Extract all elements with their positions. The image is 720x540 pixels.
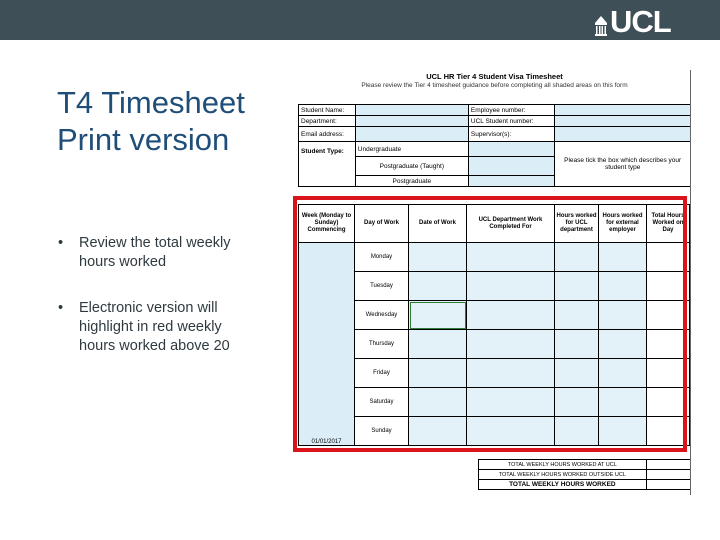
column-header: Week (Monday to Sunday) Commencing: [299, 205, 355, 243]
day-cell: Saturday: [355, 388, 409, 417]
bullet-text: Review the total weekly hours worked: [79, 235, 231, 270]
external-hours-cell[interactable]: [599, 243, 647, 272]
total-outside-label: TOTAL WEEKLY HOURS WORKED OUTSIDE UCL: [479, 470, 647, 480]
day-cell: Tuesday: [355, 272, 409, 301]
total-weekly-label: TOTAL WEEKLY HOURS WORKED: [479, 480, 647, 490]
email-field[interactable]: [355, 127, 468, 142]
portico-icon: [594, 14, 608, 38]
student-type-option: Postgraduate (Taught): [355, 157, 468, 176]
hours-table: [298, 204, 690, 446]
student-name-label: Student Name:: [299, 105, 356, 116]
total-ucl-value: [646, 460, 690, 470]
student-type-checkbox[interactable]: [468, 142, 554, 157]
day-cell: Wednesday: [355, 301, 409, 330]
total-hours-cell: [647, 301, 690, 330]
employee-number-label: Employee number:: [468, 105, 554, 116]
total-hours-cell: [647, 243, 690, 272]
date-cell[interactable]: [409, 359, 467, 388]
totals-row: [479, 480, 691, 490]
total-ucl-label: TOTAL WEEKLY HOURS WORKED AT UCL: [479, 460, 647, 470]
sheet-edge-line: [690, 70, 691, 495]
department-cell[interactable]: [467, 243, 555, 272]
email-label: Email address:: [299, 127, 356, 142]
weekly-totals-table: [478, 459, 691, 490]
column-header: Hours worked for UCL department: [555, 205, 599, 243]
date-cell[interactable]: [409, 243, 467, 272]
total-outside-value: [646, 470, 690, 480]
bullet-dot-icon: •: [58, 300, 64, 316]
column-header: Total Hours Worked on Day: [647, 205, 690, 243]
supervisors-field[interactable]: [555, 127, 691, 142]
ucl-logo: [594, 6, 671, 38]
table-row: [299, 272, 690, 301]
external-hours-cell[interactable]: [599, 388, 647, 417]
total-hours-cell: [647, 388, 690, 417]
table-row: [299, 388, 690, 417]
table-header-row: [299, 205, 690, 243]
department-cell[interactable]: [467, 330, 555, 359]
student-name-field[interactable]: [355, 105, 468, 116]
total-hours-cell: [647, 330, 690, 359]
table-row: [299, 243, 690, 272]
date-cell[interactable]: [409, 272, 467, 301]
ucl-hours-cell[interactable]: [555, 417, 599, 446]
bullet-item: [58, 299, 258, 356]
department-cell[interactable]: [467, 417, 555, 446]
department-field[interactable]: [355, 116, 468, 127]
external-hours-cell[interactable]: [599, 301, 647, 330]
ucl-hours-cell[interactable]: [555, 272, 599, 301]
student-info-table: [298, 104, 691, 187]
title-line-2: Print version: [57, 122, 230, 157]
day-cell: Monday: [355, 243, 409, 272]
timesheet-title: UCL HR Tier 4 Student Visa Timesheet: [426, 72, 563, 81]
column-header: UCL Department Work Completed For: [467, 205, 555, 243]
student-type-label: Student Type:: [299, 142, 356, 187]
student-type-checkbox[interactable]: [468, 176, 554, 187]
day-cell: Friday: [355, 359, 409, 388]
day-cell: Sunday: [355, 417, 409, 446]
total-weekly-value: [646, 480, 690, 490]
timesheet-image: [298, 70, 691, 495]
external-hours-cell[interactable]: [599, 272, 647, 301]
department-cell[interactable]: [467, 388, 555, 417]
total-hours-cell: [647, 417, 690, 446]
table-row: [299, 359, 690, 388]
ucl-hours-cell[interactable]: [555, 330, 599, 359]
table-row: [299, 417, 690, 446]
bullet-dot-icon: •: [58, 235, 64, 251]
column-header: Date of Work: [409, 205, 467, 243]
external-hours-cell[interactable]: [599, 359, 647, 388]
bullet-item: [58, 234, 258, 272]
column-header: Day of Work: [355, 205, 409, 243]
logo-text: UCL: [610, 4, 671, 39]
slide-title: [57, 84, 287, 158]
totals-row: [479, 460, 691, 470]
student-type-option: Undergraduate: [355, 142, 468, 157]
ucl-student-number-label: UCL Student number:: [468, 116, 554, 127]
date-cell[interactable]: [409, 301, 467, 330]
ucl-student-number-field[interactable]: [555, 116, 691, 127]
department-cell[interactable]: [467, 301, 555, 330]
timesheet-subtitle: Please review the Tier 4 timesheet guidance before completing all shaded areas on this form: [361, 82, 628, 89]
ucl-hours-cell[interactable]: [555, 359, 599, 388]
day-cell: Thursday: [355, 330, 409, 359]
date-cell[interactable]: [409, 417, 467, 446]
tick-instruction: Please tick the box which describes your student type: [555, 142, 691, 187]
table-row: [299, 330, 690, 359]
total-hours-cell: [647, 272, 690, 301]
supervisors-label: Supervisor(s):: [468, 127, 554, 142]
week-commencing-value: 01/01/2017: [311, 439, 342, 445]
external-hours-cell[interactable]: [599, 330, 647, 359]
week-commencing-cell: [299, 243, 355, 446]
totals-row: [479, 470, 691, 480]
student-type-checkbox[interactable]: [468, 157, 554, 176]
student-type-option: Postgraduate: [355, 176, 468, 187]
employee-number-field[interactable]: [555, 105, 691, 116]
department-label: Department:: [299, 116, 356, 127]
total-hours-cell: [647, 359, 690, 388]
ucl-hours-cell[interactable]: [555, 243, 599, 272]
ucl-hours-cell[interactable]: [555, 301, 599, 330]
bullet-list: [58, 234, 258, 383]
department-cell[interactable]: [467, 359, 555, 388]
date-cell[interactable]: [409, 388, 467, 417]
date-cell[interactable]: [409, 330, 467, 359]
column-header: Hours worked for external employer: [599, 205, 647, 243]
external-hours-cell[interactable]: [599, 417, 647, 446]
department-cell[interactable]: [467, 272, 555, 301]
ucl-hours-cell[interactable]: [555, 388, 599, 417]
table-row: [299, 301, 690, 330]
title-line-1: T4 Timesheet: [57, 85, 245, 120]
bullet-text: Electronic version will highlight in red weekly hours worked above 20: [79, 300, 230, 354]
